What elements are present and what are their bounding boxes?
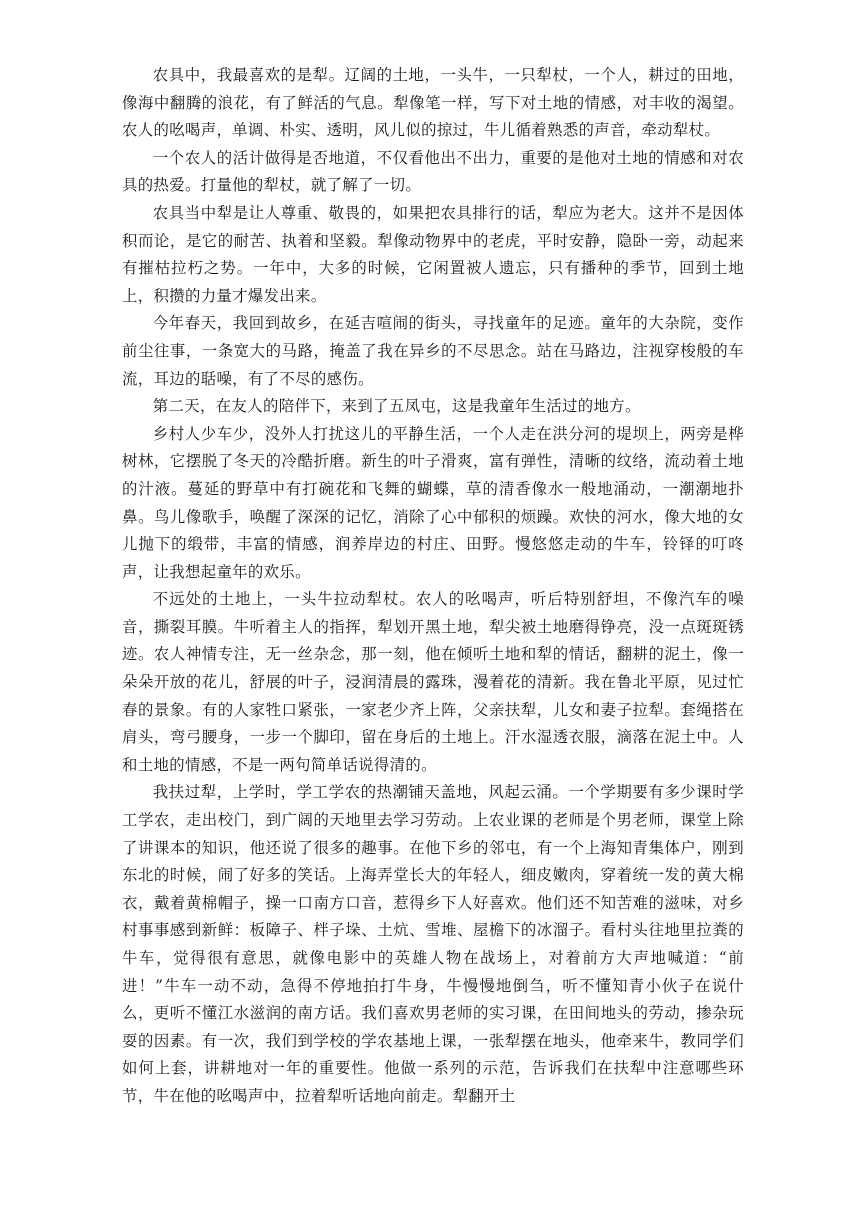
paragraph-8: 我扶过犁，上学时，学工学农的热潮铺天盖地，风起云涌。一个学期要有多少课时学工学农，走出校门，到广阔的天地里去学习劳动。上农业课的老师是个男老师，课堂上除了讲课本的知识，他还说了很多的趣事。在他下乡的邻屯，有一个上海知青集体户，刚到东北的时候，闹了好多的笑话。上海弄堂长大的年轻人，细皮嫩肉，穿着统一发的黄大棉衣，戴着黄棉帽子，操一口南方口音，惹得乡下人好喜欢。他们还不知苦难的滋味，对乡村事事感到新鲜：板障子、柈子垛、土炕、雪堆、屋檐下的冰溜子。看村头往地里拉粪的牛车，觉得很有意思，就像电影中的英雄人物在战场上，对着前方大声地喊道：“前进！”牛车一动不动，急得不停地拍打牛身，牛慢慢地倒刍，听不懂知青小伙子在说什么，更听不懂江水滋润的南方话。我们喜欢男老师的实习课，在田间地头的劳动，掺杂玩耍的因素。有一次，我们到学校的学农基地上课，一张犁摆在地头，他牵来牛，教同学们如何上套，讲耕地对一年的重要性。他做一系列的示范，告诉我们在扶犁中注意哪些环节，牛在他的吆喝声中，拉着犁听话地向前走。犁翻开土 (122, 783, 744, 1105)
article-body (122, 62, 744, 1111)
paragraph-7: 不远处的土地上，一头牛拉动犁杖。农人的吆喝声，听后特别舒坦，不像汽车的噪音，撕裂耳膜。牛听着主人的指挥，犁划开黑土地，犁尖被土地磨得铮亮，没一点斑斑锈迹。农人神情专注，无一丝杂念，那一刻，他在倾听土地和犁的情话，翻耕的泥土，像一朵朵开放的花儿，舒展的叶子，浸润清晨的露珠，漫着花的清新。我在鲁北平原，见过忙春的景象。有的人家牲口紧张，一家老少齐上阵，父亲扶犁，儿女和妻子拉犁。套绳搭在肩头，弯弓腰身，一步一个脚印，留在身后的土地上。汗水湿透衣服，滴落在泥土中。人和土地的情感，不是一两句简单话说得清的。 (122, 590, 744, 774)
paragraph-2: 一个农人的活计做得是否地道，不仅看他出不出力，重要的是他对土地的情感和对农具的热爱。打量他的犁杖，就了解了一切。 (122, 148, 744, 195)
paragraph-3: 农具当中犁是让人尊重、敬畏的，如果把农具排行的话，犁应为老大。这并不是因体积而论，是它的耐苦、执着和坚毅。犁像动物界中的老虎，平时安静，隐卧一旁，动起来有摧枯拉朽之势。一年中，大多的时候，它闲置被人遗忘，只有播种的季节，回到土地上，积攒的力量才爆发出来。 (122, 203, 744, 305)
paragraph-5: 第二天，在友人的陪伴下，来到了五凤屯，这是我童年生活过的地方。 (152, 397, 641, 416)
paragraph-1: 农具中，我最喜欢的是犁。辽阔的土地，一头牛，一只犁杖，一个人，耕过的田地，像海中翻腾的浪花，有了鲜活的气息。犁像笔一样，写下对土地的情感，对丰收的渴望。农人的吆喝声，单调、朴实、透明，风儿似的掠过，牛儿循着熟悉的声音，牵动犁杖。 (122, 66, 744, 140)
paragraph-6: 乡村人少车少，没外人打扰这儿的平静生活，一个人走在洪分河的堤坝上，两旁是桦树林，它摆脱了冬天的冷酷折磨。新生的叶子滑爽，富有弹性，清晰的纹络，流动着土地的汁液。蔓延的野草中有打碗花和飞舞的蝴蝶，草的清香像水一般地涌动，一潮潮地扑鼻。鸟儿像歌手，唤醒了深深的记忆，消除了心中郁积的烦躁。欢快的河水，像大地的女儿抛下的缎带，丰富的情感，润养岸边的村庄、田野。慢悠悠走动的牛车，铃铎的叮咚声，让我想起童年的欢乐。 (122, 424, 744, 581)
paragraph-4: 今年春天，我回到故乡，在延吉喧闹的街头，寻找童年的足迹。童年的大杂院，变作前尘往事，一条宽大的马路，掩盖了我在异乡的不尽思念。站在马路边，注视穿梭般的车流，耳边的聒噪，有了不尽的感伤。 (122, 314, 744, 388)
